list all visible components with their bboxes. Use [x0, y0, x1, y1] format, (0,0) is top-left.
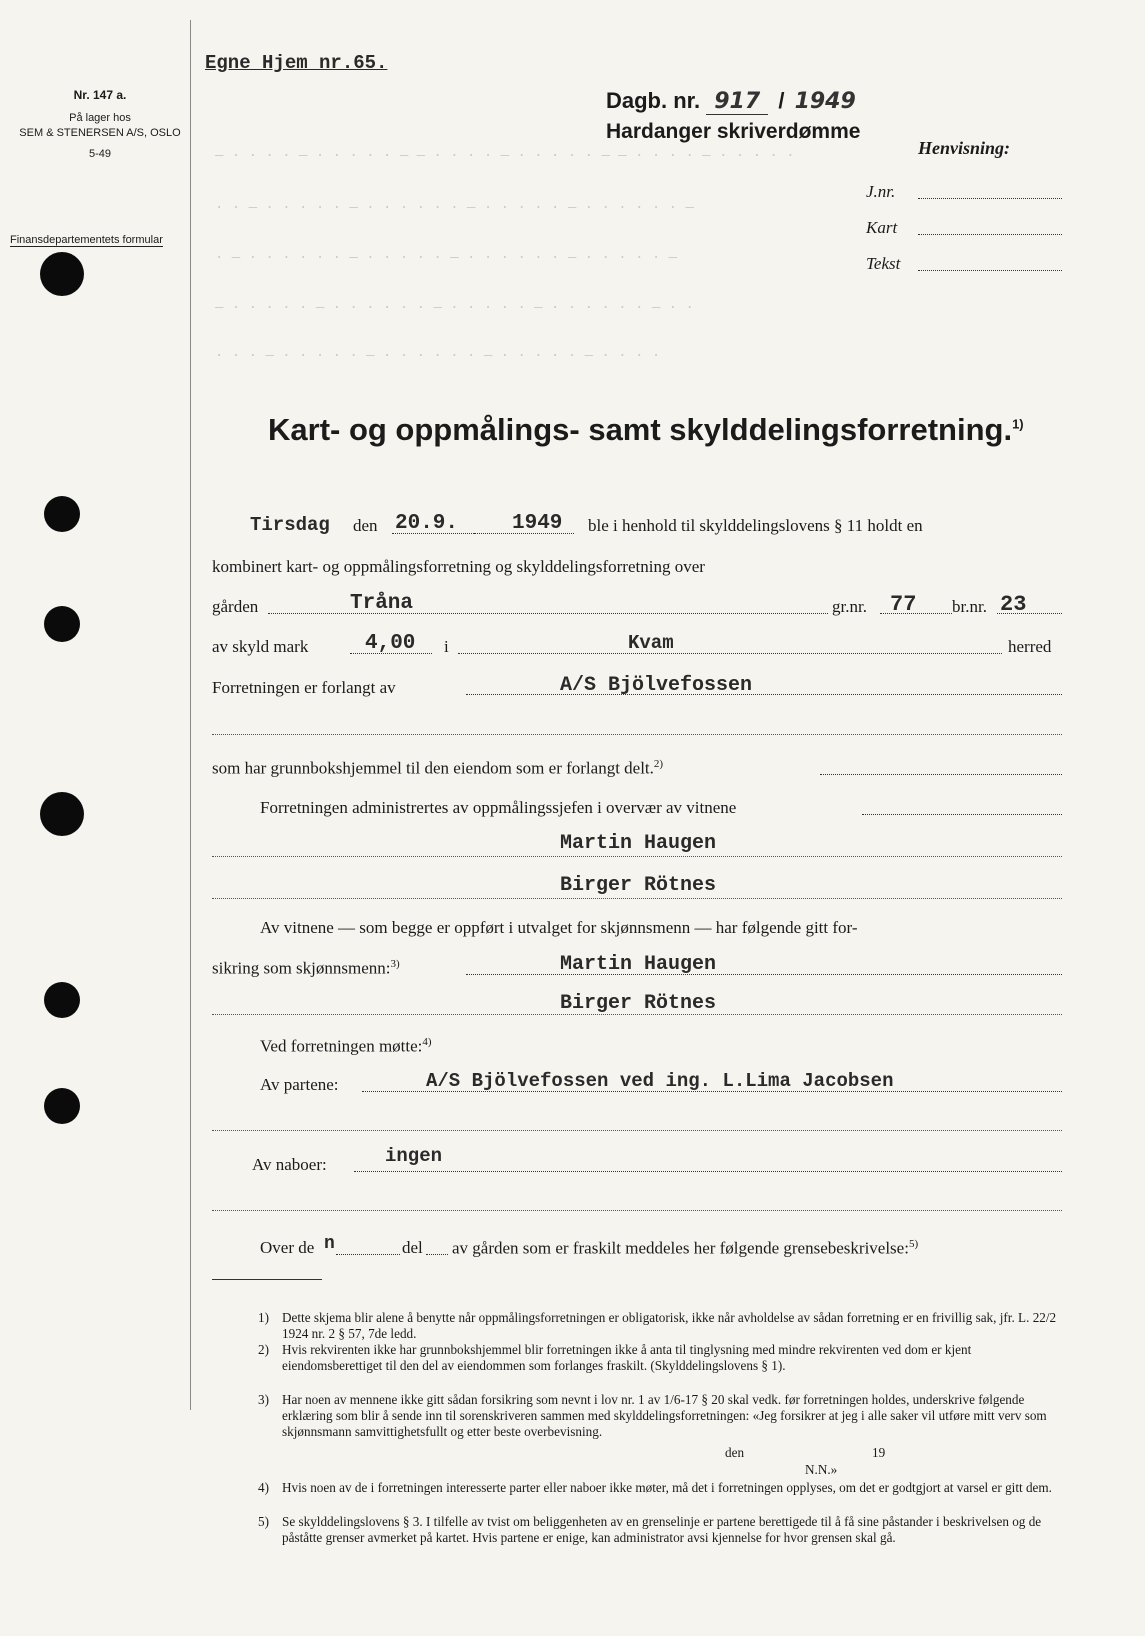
tekst-label: Tekst	[866, 254, 901, 273]
den-label: den	[353, 516, 378, 535]
grunnbok-text: som har grunnbokshjemmel til den eiendom som er forlangt delt.	[212, 758, 654, 778]
footnote-4	[258, 1480, 1063, 1496]
footnote-5-text: Se skylddelingslovens § 3. I tilfelle av tvist om beliggenheten av en grenselinje er partene berettigede til å få sine påstander i beskrivelsen og de påståtte grenser avmerket på kartet. Hvis partene er enige, kan administrator avsi kjennelse for hvor grensen skal gå.	[282, 1514, 1042, 1545]
skjonn-1-line	[466, 974, 1062, 975]
form-info	[10, 88, 190, 162]
partene-value: A/S Bjölvefossen ved ing. L.Lima Jacobsen	[426, 1070, 894, 1092]
over-label: Over de	[260, 1238, 315, 1257]
brnr-value: 23	[1000, 592, 1027, 617]
punch-hole	[40, 252, 84, 296]
line2: kombinert kart- og oppmålingsforretning og skylddelingsforretning over	[212, 557, 705, 576]
blank-line	[212, 734, 1062, 735]
form-number: Nr. 147 a.	[73, 88, 127, 102]
footnote-1-mark: 1)	[258, 1310, 269, 1325]
bleed-through: · · · — · · · · · — · · · · · · — · · · · · — · · · ·	[215, 348, 661, 364]
weekday: Tirsdag	[250, 514, 330, 536]
supplier-line1: På lager hos	[69, 112, 131, 124]
witness-2-line	[212, 898, 1062, 899]
tekst-line	[918, 270, 1062, 271]
footnote-3-nn: N.N.»	[805, 1462, 838, 1477]
skjonn-1: Martin Haugen	[560, 953, 717, 976]
footnote-2-mark: 2)	[258, 1342, 269, 1357]
footnote-3-mark: 3)	[258, 1392, 269, 1407]
date-value: 20.9.	[395, 512, 459, 535]
grunnbok-row	[212, 758, 663, 779]
over-line	[336, 1254, 400, 1255]
motte-mark: 4)	[422, 1036, 432, 1048]
punch-hole	[44, 496, 80, 532]
witness-1: Martin Haugen	[560, 832, 717, 855]
witness-1-line	[212, 856, 1062, 857]
del-label: del	[402, 1238, 423, 1257]
supplier-line2: SEM & STENERSEN A/S, OSLO	[19, 127, 181, 139]
line1-rest: ble i henhold til skylddelingslovens § 11 holdt en	[588, 516, 923, 535]
naboer-label: Av naboer:	[252, 1155, 327, 1174]
stamp-office: Hardanger skriverdømme	[606, 120, 861, 143]
bleed-through: — · · · · · — · · · · · · — · · · · · — · · · · · · — · ·	[215, 300, 694, 316]
vitne-mark: 3)	[390, 958, 400, 970]
witness-2: Birger Rötnes	[560, 874, 717, 897]
herred-value: Kvam	[628, 632, 674, 654]
footnote-4-text: Hvis noen av de i forretningen interesserte parter eller naboer ikke møter, må det i forretningen opplyses, om det er godtgjort at varsel er gitt dem.	[282, 1480, 1052, 1495]
footnote-1-text: Dette skjema blir alene å benytte når oppmålingsforretningen er obligatorisk, ikke når avholdelse av sådan forretning er en frivillig sak, jfr. L. 22/2 1924 nr. 2 § 57, 7de ledd.	[282, 1310, 1057, 1341]
footnote-3-den: den	[725, 1445, 745, 1460]
vitne-text-1: Av vitnene — som begge er oppført i utvalget for skjønnsmenn — har følgende gitt for-	[260, 918, 858, 937]
footnote-1	[258, 1310, 1063, 1342]
vitne-row	[212, 958, 400, 979]
partene-label: Av partene:	[260, 1075, 339, 1094]
grense-text: av gården som er fraskilt meddeles her følgende grensebeskrivelse:	[452, 1238, 909, 1258]
admin-line	[862, 814, 1062, 815]
footnote-rule	[212, 1279, 322, 1280]
garden-label: gården	[212, 597, 259, 616]
kart-line	[918, 234, 1062, 235]
bleed-through: — · · · · — · · · · · — — · · · · — · · · · · — — · · · · — · · · · ·	[215, 148, 795, 164]
over-value: n	[324, 1234, 335, 1254]
motte-text: Ved forretningen møtte:	[260, 1036, 423, 1056]
margin-rule	[190, 20, 191, 1410]
dagb-year: 1949	[794, 89, 856, 114]
bleed-through: · — · · · · · · — · · · · · — · · · · · · — · · · · · —	[215, 250, 678, 266]
del-line	[426, 1254, 448, 1255]
footnote-5-mark: 5)	[258, 1514, 269, 1529]
footnote-3	[258, 1392, 1063, 1440]
skyld-label: av skyld mark	[212, 637, 309, 656]
title-text: Kart- og oppmålings- samt skylddelingsforretning.	[268, 412, 1013, 447]
skjonn-2: Birger Rötnes	[560, 992, 717, 1015]
admin-text: Forretningen administrertes av oppmålingssjefen i overvær av vitnene	[260, 798, 737, 817]
forlangt-value: A/S Bjölvefossen	[560, 674, 753, 697]
document-title	[268, 412, 1024, 448]
ministry-form: Finansdepartementets formular	[10, 234, 163, 246]
footnote-4-mark: 4)	[258, 1480, 269, 1495]
kart-label: Kart	[866, 218, 898, 237]
skjonn-2-line	[212, 1014, 1062, 1015]
grunnbok-line	[820, 774, 1062, 775]
bleed-through: · · — · · · · · — · · · · · · — · · · · · — · · · · · · —	[215, 200, 694, 216]
partene-extra-line	[212, 1130, 1062, 1131]
egne-hjem-number: Egne Hjem nr.65.	[205, 52, 388, 74]
naboer-value: ingen	[385, 1145, 443, 1167]
punch-hole	[44, 606, 80, 642]
year-value: 1949	[512, 512, 563, 535]
forlangt-line	[466, 694, 1062, 695]
title-footnote-mark: 1)	[1012, 416, 1024, 432]
footnote-2	[258, 1342, 1063, 1374]
naboer-extra-line	[212, 1210, 1062, 1211]
herred-label: herred	[1008, 637, 1052, 656]
forlangt-label: Forretningen er forlangt av	[212, 678, 396, 697]
grense-row	[452, 1238, 918, 1259]
footnote-3-year: 19	[872, 1445, 886, 1460]
stamp-dagb: Dagb. nr. 917 / 1949	[606, 88, 856, 114]
punch-hole	[44, 1088, 80, 1124]
jnr-line	[918, 198, 1062, 199]
brnr-label: br.nr.	[952, 597, 987, 616]
jnr-label: J.nr.	[866, 182, 896, 201]
edition: 5-49	[88, 148, 112, 160]
dagb-number: 917	[706, 89, 768, 115]
footnote-3-text: Har noen av mennene ikke gitt sådan forsikring som nevnt i lov nr. 1 av 1/6-17 § 20 skal vedk. før forretningen holdes, underskrive følgende erklæring som blir å sende inn til sorenskriveren sammen med skylddelingsforretningen: «Jeg forsikrer at jeg i alle saker vil utføre mitt verv som skjønnsmann samvittighetsfullt og etter beste overbevisning.	[282, 1392, 1047, 1439]
footnote-5	[258, 1514, 1063, 1546]
naboer-line	[354, 1171, 1062, 1172]
grunnbok-mark: 2)	[653, 758, 664, 770]
reference-heading: Henvisning:	[918, 138, 1011, 158]
footnote-2-text: Hvis rekvirenten ikke har grunnbokshjemmel blir forretningen ikke å anta til tinglysning med mindre rekvirenten ved dom er kjent eiendomsberettiget til den del av eiendommen som forlanges fraskilt. (Skylddelingslovens § 1).	[282, 1342, 972, 1373]
i-label: i	[444, 637, 449, 656]
grnr-label: gr.nr.	[832, 597, 867, 616]
grnr-value: 77	[890, 592, 917, 617]
punch-hole	[44, 982, 80, 1018]
vitne-text-2: sikring som skjønnsmenn:	[212, 958, 391, 978]
dagb-label: Dagb. nr.	[606, 88, 701, 113]
punch-hole	[40, 792, 84, 836]
skyld-value: 4,00	[365, 632, 416, 655]
grense-mark: 5)	[908, 1238, 919, 1250]
garden-value: Tråna	[350, 592, 414, 615]
herred-line	[458, 653, 1002, 654]
motte-row	[260, 1036, 432, 1057]
